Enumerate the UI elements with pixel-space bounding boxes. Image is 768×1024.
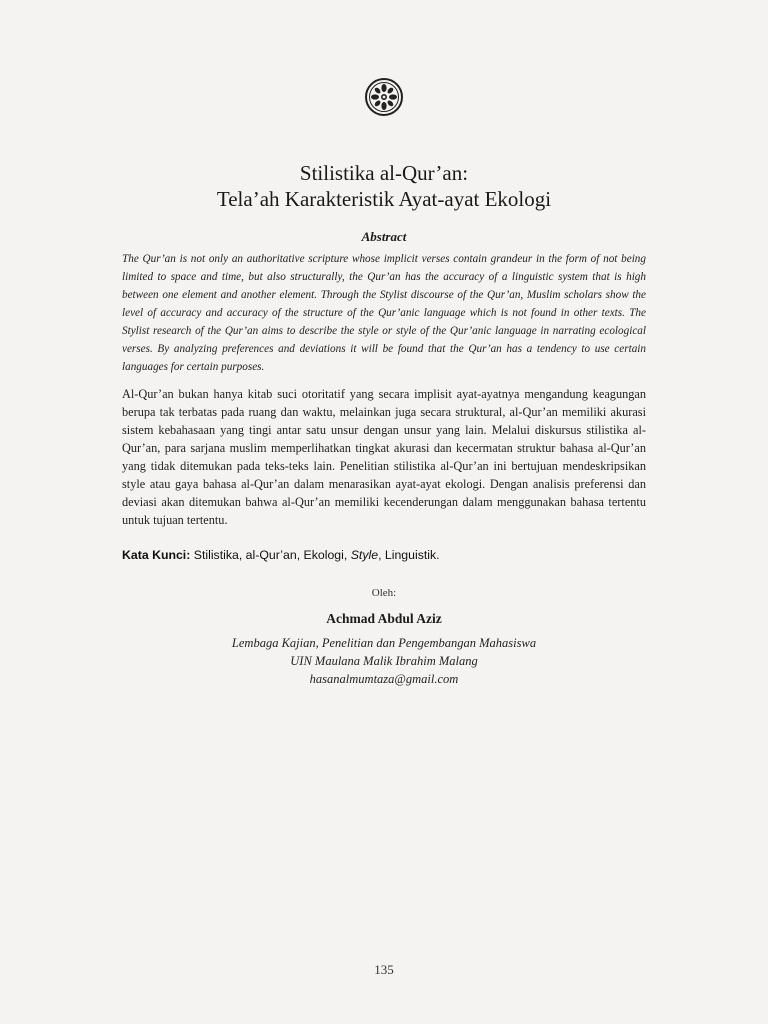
- body-paragraph: Al-Qur’an bukan hanya kitab suci otoritatif yang secara implisit ayat-ayatnya mengandung keagungan berupa tak terbatas pada ruang dan waktu, melainkan juga secara struktural, al-Qur’an memiliki akurasi sistem kebahasaan yang tingi antar satu unsur dengan unsur yang lain. Melalui diskursus stilistika al-Qur’an, para sarjana muslim memperlihatkan tingkat akurasi dan kecermatan struktur bahasa al-Qur’an yang tidak ditemukan pada teks-teks lain. Penelitian stilistika al-Qur’an ini bertujuan mendeskripsikan style atau gaya bahasa al-Qur’an dalam menarasikan ayat-ayat ekologi. Dengan analisis preferensi dan deviasi akan ditemukan bahwa al-Qur’an memiliki kecenderungan dalam menggunakan bahasa tertentu untuk tujuan tertentu.: [122, 387, 646, 527]
- oleh-label: Oleh:: [371, 587, 397, 599]
- paper-title: [0, 160, 768, 212]
- author-email[interactable]: hasanalmumtaza@gmail.com: [309, 672, 459, 686]
- abstract-heading: Abstract: [361, 229, 407, 244]
- keywords-part-2: , Linguistik.: [378, 548, 440, 562]
- keywords: [122, 548, 646, 562]
- affiliation: [0, 634, 768, 688]
- author-name: Achmad Abdul Aziz: [326, 611, 442, 626]
- floral-rosette-icon: [364, 77, 404, 117]
- keywords-label: Kata Kunci:: [122, 548, 191, 562]
- title-line-1: Stilistika al-Qur’an:: [299, 161, 469, 185]
- keywords-part-1: Stilistika, al-Qur’an, Ekologi,: [190, 548, 351, 562]
- affiliation-line-2: UIN Maulana Malik Ibrahim Malang: [290, 654, 478, 668]
- affiliation-line-1: Lembaga Kajian, Penelitian dan Pengembangan Mahasiswa: [231, 636, 537, 650]
- page-number: 135: [374, 962, 394, 977]
- keywords-style-word: Style: [350, 548, 379, 562]
- abstract-text: The Qur’an is not only an authoritative scripture whose implicit verses contain grandeur in the form of not being limited to space and time, but also structurally, the Qur’an has the accuracy of a linguistic system that is high between one element and another element. Through the Stylist discourse of the Qur’an, Muslim scholars show the level of accuracy and accuracy of the structure of the Qur’anic language which is not found in other texts. The Stylist research of the Qur’an aims to describe the style or style of the Qur’anic language in narrating ecological verses. By analyzing preferences and deviations it will be found that the Qur’an has a tendency to use certain languages for certain purposes.: [122, 253, 646, 373]
- title-line-2: Tela’ah Karakteristik Ayat-ayat Ekologi: [216, 187, 552, 211]
